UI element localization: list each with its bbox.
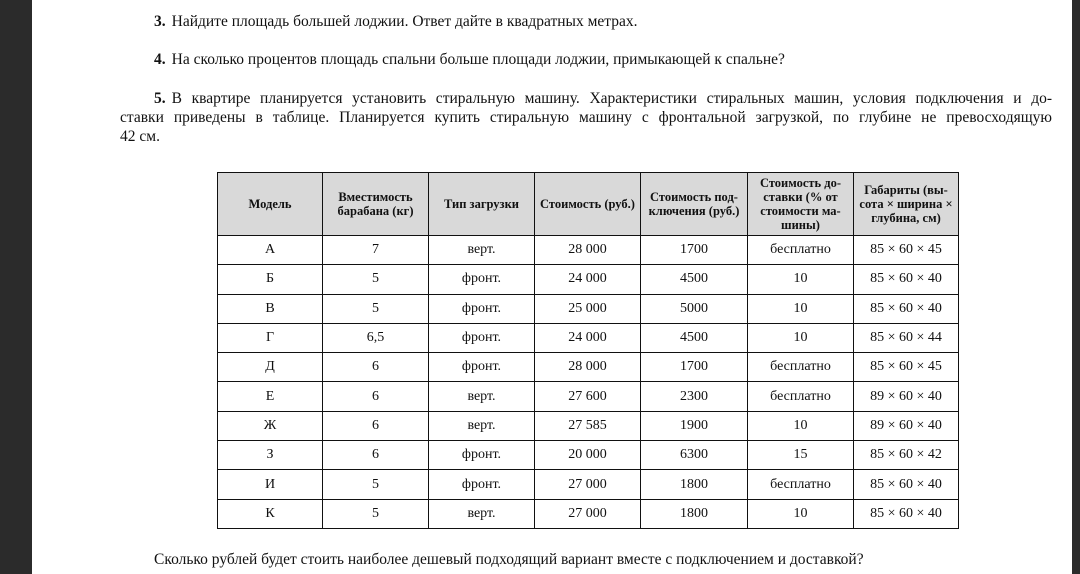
cell-connection-cost: 1800: [641, 470, 748, 499]
header-price: Стоимость (руб.): [535, 173, 641, 236]
cell-capacity: 6: [323, 441, 429, 470]
cell-price: 27 000: [535, 499, 641, 528]
cell-connection-cost: 2300: [641, 382, 748, 411]
header-load-type: Тип загрузки: [429, 173, 535, 236]
cell-load-type: верт.: [429, 382, 535, 411]
cell-delivery-cost: 10: [748, 265, 854, 294]
cell-price: 24 000: [535, 323, 641, 352]
header-delivery-cost: Стоимость до-ставки (% от стоимости ма-шины): [748, 173, 854, 236]
cell-dimensions: 85 × 60 × 42: [854, 441, 959, 470]
cell-delivery-cost: 10: [748, 294, 854, 323]
question-5-line-1: [120, 89, 1052, 108]
cell-dimensions: 85 × 60 × 40: [854, 265, 959, 294]
table-row: [218, 236, 959, 265]
cell-connection-cost: 4500: [641, 323, 748, 352]
cell-capacity: 5: [323, 499, 429, 528]
cell-price: 28 000: [535, 236, 641, 265]
header-capacity: Вместимость барабана (кг): [323, 173, 429, 236]
table-row: [218, 411, 959, 440]
cell-capacity: 6: [323, 382, 429, 411]
question-3-number: 3.: [154, 13, 166, 30]
cell-price: 27 600: [535, 382, 641, 411]
table-row: [218, 323, 959, 352]
cell-delivery-cost: 10: [748, 499, 854, 528]
cell-price: 27 585: [535, 411, 641, 440]
cell-connection-cost: 4500: [641, 265, 748, 294]
question-5: [120, 89, 1052, 146]
cell-capacity: 5: [323, 294, 429, 323]
cell-delivery-cost: бесплатно: [748, 236, 854, 265]
cell-model: К: [218, 499, 323, 528]
table-row: [218, 470, 959, 499]
cell-delivery-cost: бесплатно: [748, 382, 854, 411]
cell-delivery-cost: 10: [748, 323, 854, 352]
cell-model: И: [218, 470, 323, 499]
final-question: Сколько рублей будет стоить наиболее дешевый подходящий вариант вместе с подключением и доставкой?: [154, 551, 864, 568]
table-body: [218, 236, 959, 529]
cell-dimensions: 85 × 60 × 40: [854, 499, 959, 528]
cell-price: 24 000: [535, 265, 641, 294]
cell-load-type: верт.: [429, 411, 535, 440]
cell-load-type: верт.: [429, 499, 535, 528]
cell-delivery-cost: бесплатно: [748, 353, 854, 382]
question-5-line-3: 42 см.: [120, 128, 160, 145]
cell-price: 25 000: [535, 294, 641, 323]
left-dark-margin: [0, 0, 32, 574]
cell-capacity: 7: [323, 236, 429, 265]
document-page: [32, 0, 1072, 574]
question-3: [154, 12, 637, 31]
cell-load-type: фронт.: [429, 470, 535, 499]
cell-model: Д: [218, 353, 323, 382]
cell-capacity: 5: [323, 470, 429, 499]
cell-model: Б: [218, 265, 323, 294]
cell-load-type: фронт.: [429, 323, 535, 352]
header-dimensions: Габариты (вы-сота × ширина × глубина, см): [854, 173, 959, 236]
cell-dimensions: 89 × 60 × 40: [854, 411, 959, 440]
cell-connection-cost: 1900: [641, 411, 748, 440]
cell-connection-cost: 1700: [641, 353, 748, 382]
right-dark-margin: [1072, 0, 1080, 574]
cell-capacity: 6: [323, 411, 429, 440]
cell-capacity: 6: [323, 353, 429, 382]
question-3-text: Найдите площадь большей лоджии. Ответ дайте в квадратных метрах.: [171, 13, 638, 30]
cell-model: А: [218, 236, 323, 265]
question-4: [154, 50, 785, 69]
table-header-row: [218, 173, 959, 236]
cell-price: 28 000: [535, 353, 641, 382]
question-5-line-2: ставки приведены в таблице. Планируется купить стиральную машину с фронтальной загрузкой, по глубине не превосходящую: [120, 109, 1052, 126]
table-row: [218, 382, 959, 411]
cell-price: 20 000: [535, 441, 641, 470]
cell-delivery-cost: бесплатно: [748, 470, 854, 499]
header-model: Модель: [218, 173, 323, 236]
question-5-number: 5.: [154, 90, 166, 107]
table-row: [218, 353, 959, 382]
question-5-line-1-text: В квартире планируется установить стиральную машину. Характеристики стиральных машин, условия подключения и до-: [171, 90, 1052, 107]
cell-capacity: 5: [323, 265, 429, 294]
cell-model: З: [218, 441, 323, 470]
table-row: [218, 499, 959, 528]
cell-load-type: верт.: [429, 236, 535, 265]
cell-delivery-cost: 15: [748, 441, 854, 470]
question-4-text: На сколько процентов площадь спальни больше площади лоджии, примыкающей к спальне?: [171, 51, 785, 68]
cell-dimensions: 85 × 60 × 45: [854, 353, 959, 382]
cell-capacity: 6,5: [323, 323, 429, 352]
cell-load-type: фронт.: [429, 353, 535, 382]
cell-load-type: фронт.: [429, 441, 535, 470]
cell-delivery-cost: 10: [748, 411, 854, 440]
cell-model: Ж: [218, 411, 323, 440]
cell-connection-cost: 6300: [641, 441, 748, 470]
cell-dimensions: 85 × 60 × 45: [854, 236, 959, 265]
cell-connection-cost: 1800: [641, 499, 748, 528]
table-row: [218, 265, 959, 294]
cell-model: Г: [218, 323, 323, 352]
cell-dimensions: 89 × 60 × 40: [854, 382, 959, 411]
cell-price: 27 000: [535, 470, 641, 499]
cell-connection-cost: 1700: [641, 236, 748, 265]
cell-dimensions: 85 × 60 × 40: [854, 294, 959, 323]
cell-connection-cost: 5000: [641, 294, 748, 323]
header-connection-cost: Стоимость под-ключения (руб.): [641, 173, 748, 236]
cell-dimensions: 85 × 60 × 44: [854, 323, 959, 352]
question-4-number: 4.: [154, 51, 166, 68]
table-row: [218, 294, 959, 323]
cell-load-type: фронт.: [429, 265, 535, 294]
cell-model: Е: [218, 382, 323, 411]
cell-dimensions: 85 × 60 × 40: [854, 470, 959, 499]
cell-load-type: фронт.: [429, 294, 535, 323]
washing-machines-table: [217, 172, 959, 529]
cell-model: В: [218, 294, 323, 323]
table-row: [218, 441, 959, 470]
